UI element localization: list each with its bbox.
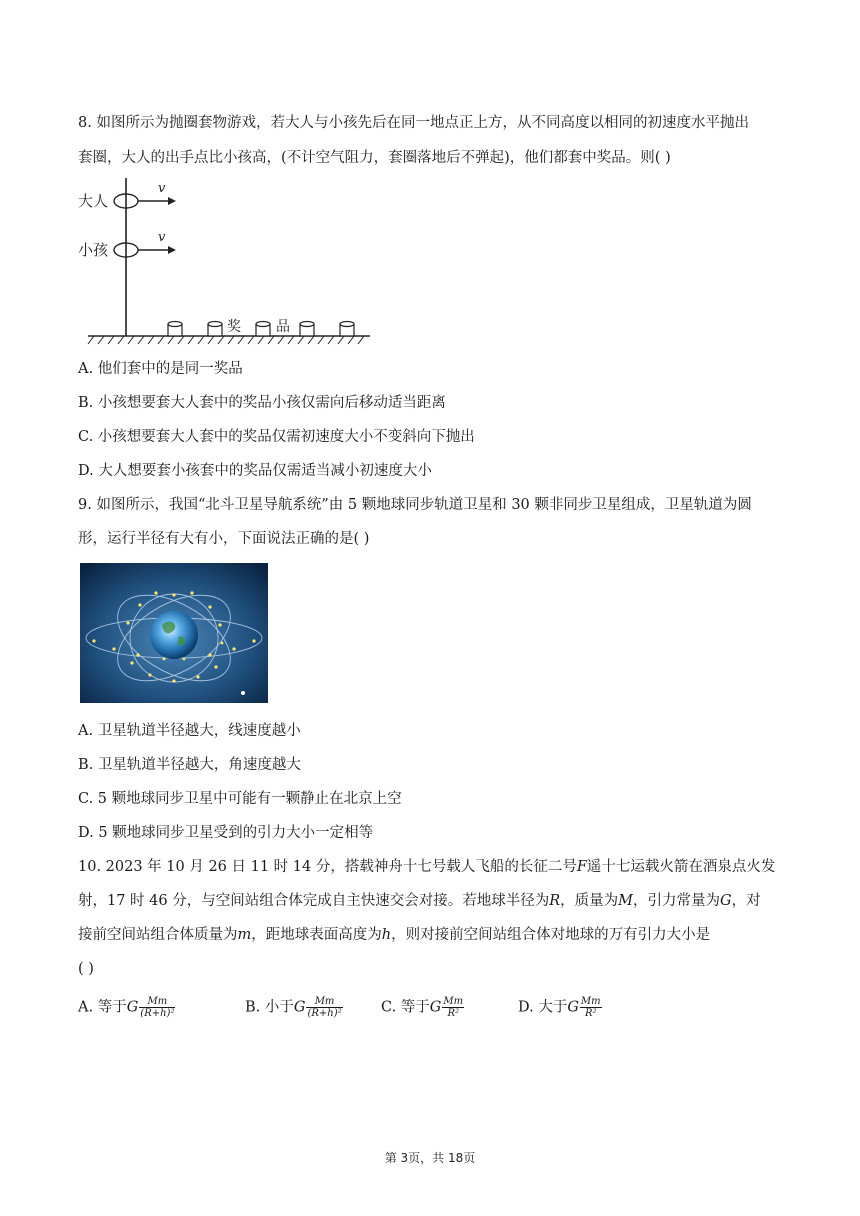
q10-option-a-denominator: (R+h)²	[140, 1008, 175, 1019]
prize-label-2: 品	[276, 319, 290, 335]
q10-option-b-fraction	[306, 996, 342, 1019]
q10-option-d-prefix: D. 大于	[518, 999, 568, 1016]
q10-line3-text-c: ，则对接前空间站组合体对地球的万有引力大小是	[391, 927, 711, 943]
q10-line2-text-c: ，引力常量为	[633, 893, 721, 909]
q8-option-c: C. 小孩想要套大人套中的奖品仅需初速度大小不变斜向下抛出	[78, 429, 475, 445]
q10-stem-line1	[78, 857, 775, 877]
q10-option-a-numerator: Mm	[139, 996, 175, 1008]
q10-option-c-denominator: R²	[447, 1008, 460, 1019]
q10-symbol-R: R	[549, 893, 561, 909]
beidou-satellite-image	[80, 563, 268, 703]
q10-symbol-F: F	[576, 859, 587, 875]
q9-option-c: C. 5 颗地球同步卫星中可能有一颗静止在北京上空	[78, 791, 402, 807]
q10-line1-text-b: 遥十七运载火箭在酒泉点火发	[586, 859, 776, 875]
child-label: 小孩	[78, 241, 109, 259]
q10-stem-line2	[78, 891, 761, 911]
q10-option-c	[381, 996, 464, 1019]
q10-line3-text-a: 接前空间站组合体质量为	[78, 927, 238, 943]
q10-option-b-numerator: Mm	[306, 996, 342, 1008]
adult-velocity-label: v	[158, 181, 166, 196]
q10-option-b-denominator: (R+h)²	[307, 1008, 342, 1019]
q9-option-b: B. 卫星轨道半径越大，角速度越大	[78, 757, 301, 773]
q9-option-a: A. 卫星轨道半径越大，线速度越小	[78, 723, 301, 739]
q10-stem-line3	[78, 925, 710, 945]
q10-option-a-fraction	[139, 996, 175, 1019]
q8-option-d: D. 大人想要套小孩套中的奖品仅需适当减小初速度大小	[78, 463, 432, 479]
q10-line2-text-b: ，质量为	[560, 893, 619, 909]
q8-stem-line2: 套圈，大人的出手点比小孩高，(不计空气阻力，套圈落地后不弹起)，他们都套中奖品。则( )	[78, 150, 671, 166]
q10-line1-text-a: 10. 2023 年 10 月 26 日 11 时 14 分，搭载神舟十七号载人飞船的长征二号	[78, 859, 577, 875]
q10-symbol-h: h	[381, 927, 392, 943]
page-footer: 第 3页，共 18页	[384, 1151, 476, 1165]
q10-line2-text-d: ，对	[731, 893, 761, 909]
q10-option-d-denominator: R²	[585, 1008, 597, 1019]
q10-option-a	[78, 996, 175, 1019]
child-velocity-label: v	[158, 230, 166, 245]
prize-cylinders	[168, 322, 354, 337]
q10-answer-bracket: ( )	[78, 961, 94, 977]
q8-ring-toss-figure	[76, 178, 376, 348]
q10-option-b	[245, 996, 343, 1019]
prize-label-1: 奖	[227, 319, 241, 335]
q8-option-a: A. 他们套中的是同一奖品	[78, 361, 243, 377]
q9-stem-line2: 形，运行半径有大有小，下面说法正确的是( )	[78, 531, 370, 547]
earth-globe	[150, 611, 198, 659]
q10-option-b-G: G	[293, 999, 306, 1016]
q10-option-d-numerator: Mm	[580, 996, 601, 1007]
q8-stem-line1: 8. 如图所示为抛圈套物游戏，若大人与小孩先后在同一地点正上方，从不同高度以相同的初速度水平抛出	[78, 115, 749, 131]
q10-symbol-G: G	[720, 893, 732, 909]
q10-option-d-G: G	[567, 999, 579, 1016]
q9-stem-line1: 9. 如图所示，我国“北斗卫星导航系统”由 5 颗地球同步轨道卫星和 30 颗非同步卫星组成，卫星轨道为圆	[78, 497, 752, 513]
q10-symbol-m: m	[237, 927, 252, 943]
q8-option-b: B. 小孩想要套大人套中的奖品小孩仅需向后移动适当距离	[78, 395, 446, 411]
q10-option-a-prefix: A. 等于	[78, 999, 127, 1016]
q10-option-c-prefix: C. 等于	[381, 999, 430, 1016]
q10-symbol-M: M	[618, 893, 634, 909]
q10-option-d	[518, 996, 602, 1019]
q10-line2-text-a: 射，17 时 46 分，与空间站组合体完成自主快速交会对接。若地球半径为	[78, 893, 550, 909]
q9-option-d: D. 5 颗地球同步卫星受到的引力大小一定相等	[78, 825, 374, 841]
q10-option-c-fraction	[442, 996, 464, 1019]
adult-label: 大人	[78, 192, 109, 210]
q10-option-c-numerator: Mm	[443, 996, 464, 1007]
q10-option-a-G: G	[126, 999, 139, 1016]
q10-option-b-prefix: B. 小于	[245, 999, 294, 1016]
q10-line3-text-b: ，距地球表面高度为	[251, 927, 382, 943]
q10-option-c-G: G	[429, 999, 442, 1016]
q10-option-d-fraction	[580, 996, 602, 1019]
